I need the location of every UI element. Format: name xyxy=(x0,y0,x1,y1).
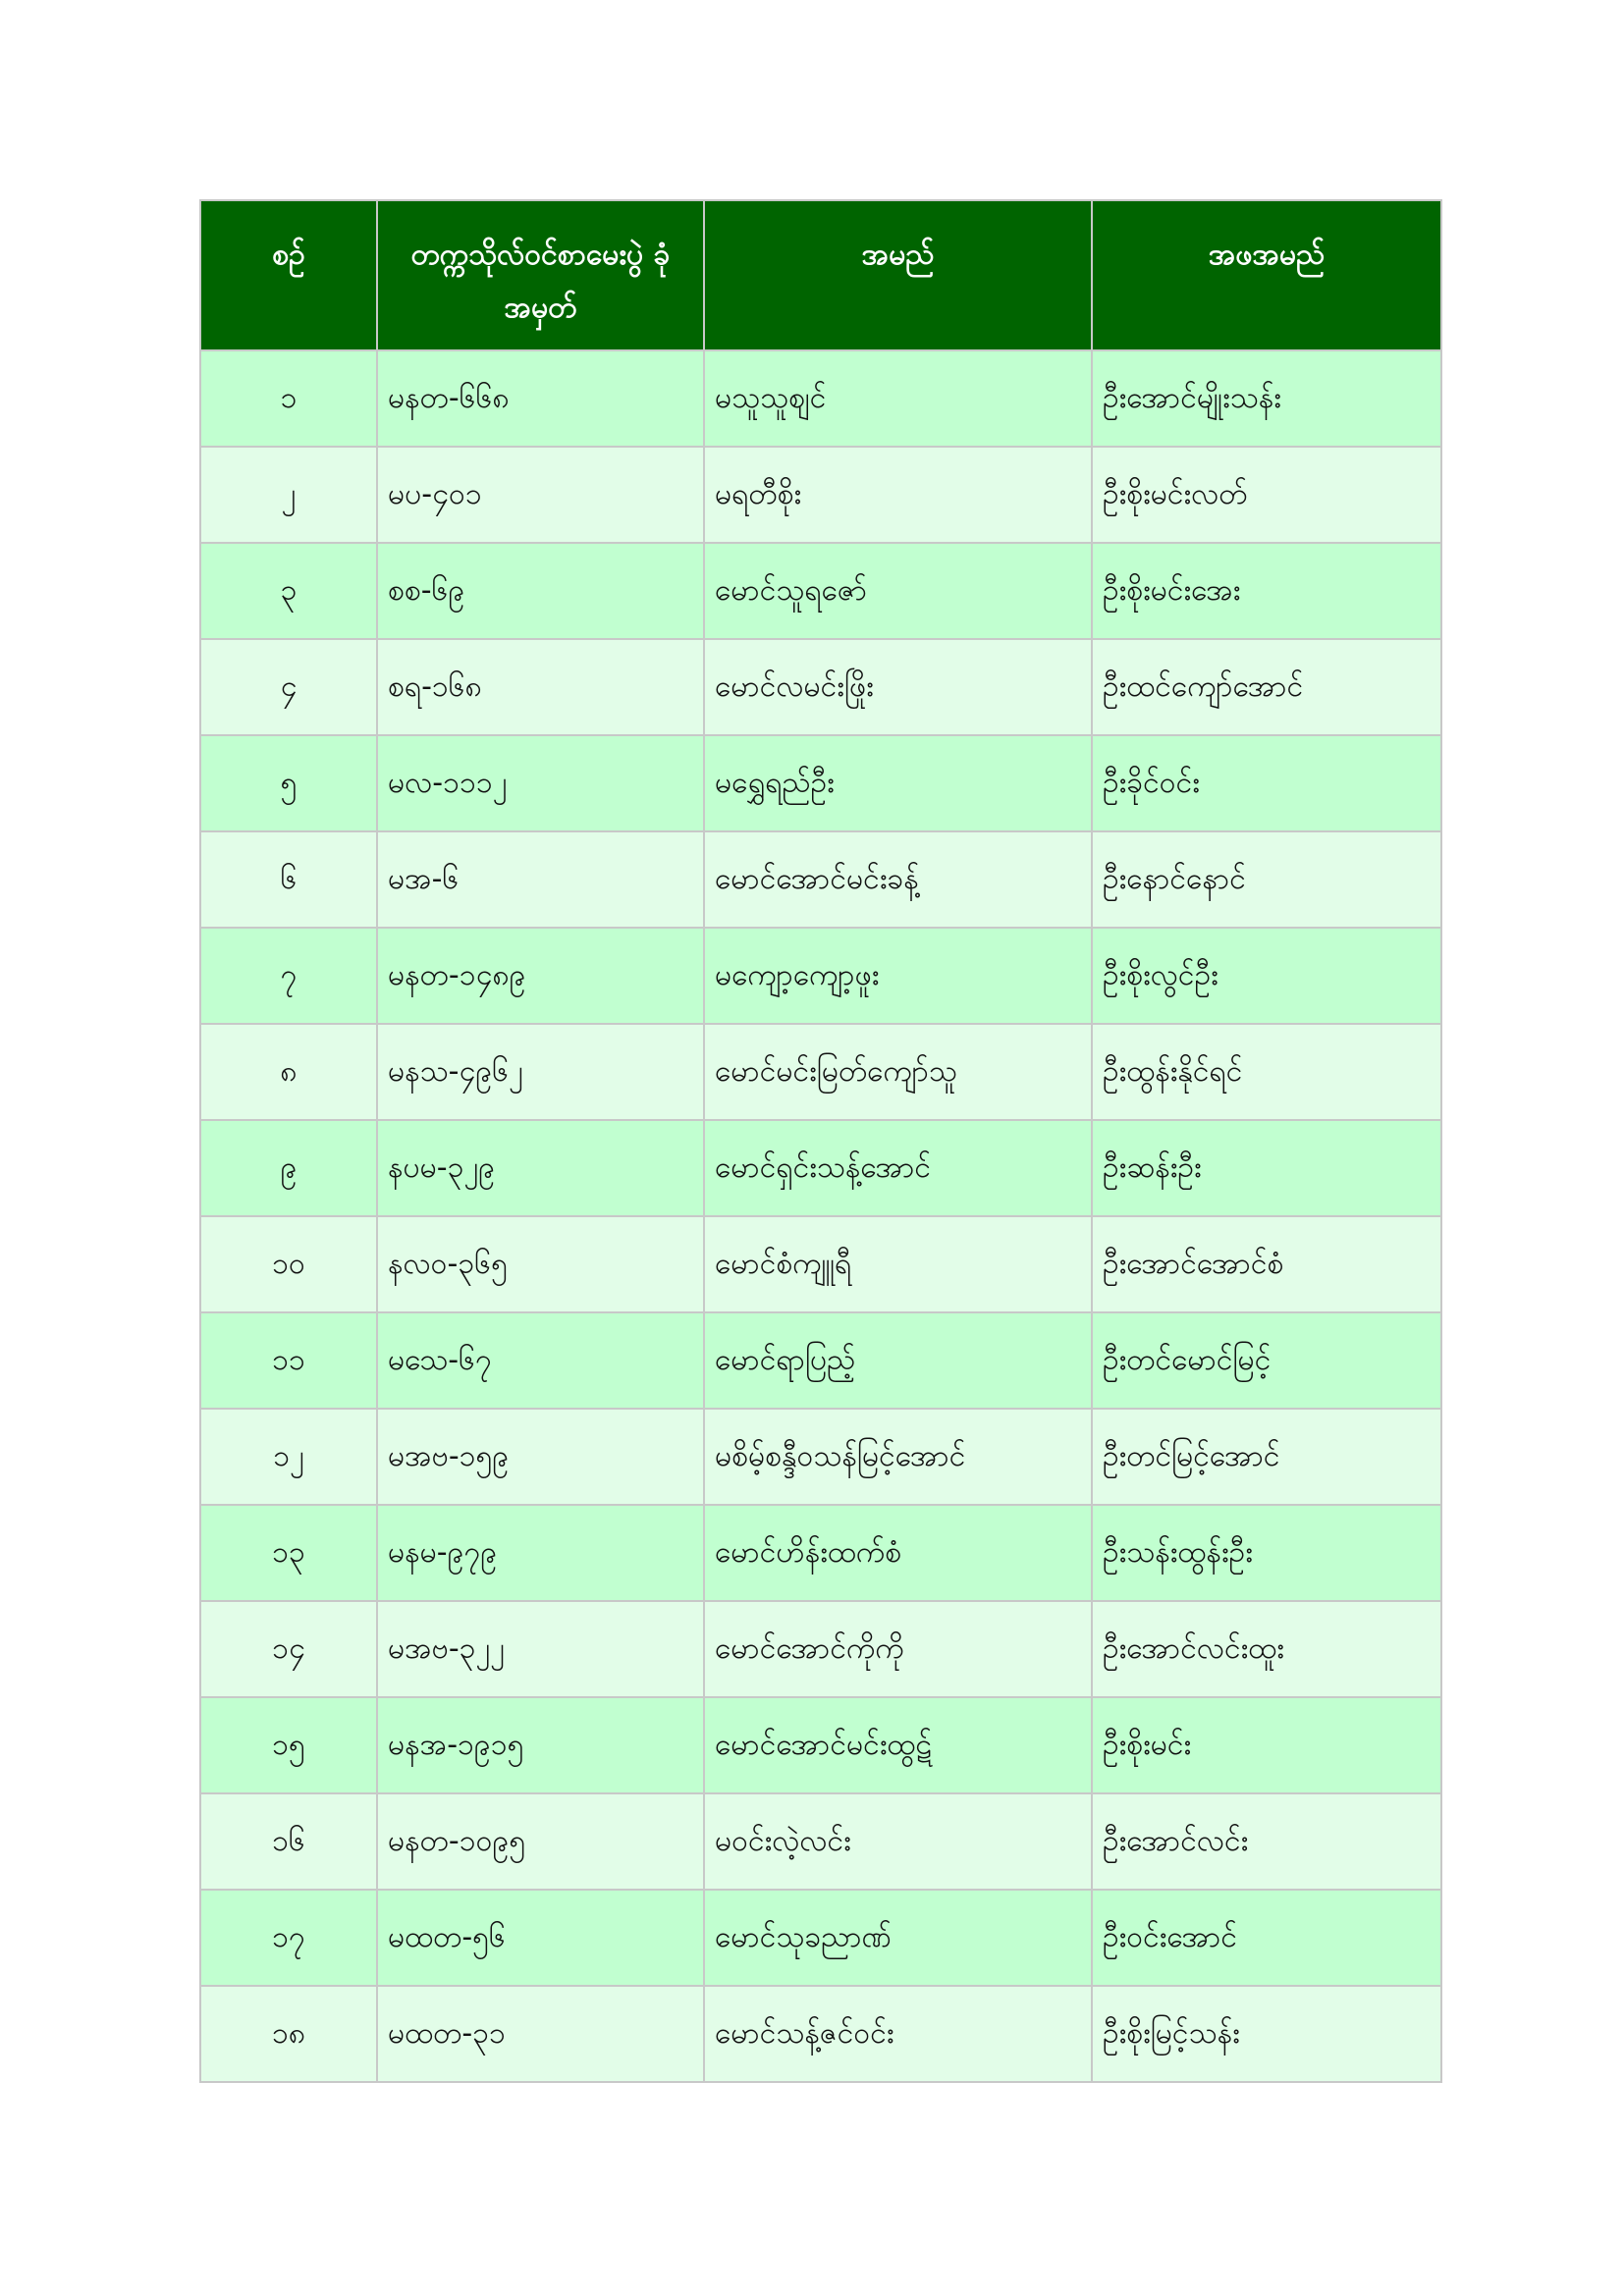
cell-exam-roll-no: စရ-၁၆၈ xyxy=(377,639,704,735)
table-row xyxy=(200,1312,1441,1409)
table-row xyxy=(200,1601,1441,1697)
cell-name: မောင်အောင်မင်းခန့် xyxy=(704,831,1092,928)
header-name: အမည် xyxy=(704,200,1092,350)
table-row xyxy=(200,1986,1441,2082)
cell-exam-roll-no: မပ-၄၀၁ xyxy=(377,447,704,543)
cell-name: မောင်သူရဇော် xyxy=(704,543,1092,639)
cell-name: မောင်လမင်းဖြိုး xyxy=(704,639,1092,735)
cell-father-name: ဦးထွန်းနိုင်ရင် xyxy=(1092,1024,1441,1120)
table-row xyxy=(200,1697,1441,1793)
table-row xyxy=(200,1505,1441,1601)
cell-father-name: ဦးအောင်အောင်စံ xyxy=(1092,1216,1441,1312)
table-row xyxy=(200,1120,1441,1216)
cell-exam-roll-no: စစ-၆၉ xyxy=(377,543,704,639)
cell-serial-no: ၁၆ xyxy=(200,1793,377,1890)
cell-name: မောင်ရာပြည့် xyxy=(704,1312,1092,1409)
cell-name: မောင်ဟိန်းထက်စံ xyxy=(704,1505,1092,1601)
cell-father-name: ဦးဝင်းအောင် xyxy=(1092,1890,1441,1986)
cell-exam-roll-no: မနတ-၆၆၈ xyxy=(377,350,704,447)
cell-serial-no: ၃ xyxy=(200,543,377,639)
cell-name: မဝင်းလဲ့လင်း xyxy=(704,1793,1092,1890)
table-row xyxy=(200,1793,1441,1890)
cell-serial-no: ၁၄ xyxy=(200,1601,377,1697)
table-row xyxy=(200,831,1441,928)
cell-father-name: ဦးနောင်နောင် xyxy=(1092,831,1441,928)
cell-father-name: ဦးစိုးမြင့်သန်း xyxy=(1092,1986,1441,2082)
cell-name: မောင်သုခညာဏ် xyxy=(704,1890,1092,1986)
cell-serial-no: ၁ xyxy=(200,350,377,447)
cell-father-name: ဦးစိုးမင်းလတ် xyxy=(1092,447,1441,543)
cell-father-name: ဦးစိုးလွင်ဦး xyxy=(1092,928,1441,1024)
results-table-container xyxy=(199,199,1440,2083)
cell-name: မောင်မင်းမြတ်ကျော်သူ xyxy=(704,1024,1092,1120)
cell-serial-no: ၁၈ xyxy=(200,1986,377,2082)
cell-name: မရတီစိုး xyxy=(704,447,1092,543)
cell-serial-no: ၁၃ xyxy=(200,1505,377,1601)
table-row xyxy=(200,447,1441,543)
table-row xyxy=(200,1890,1441,1986)
cell-name: မောင်စံကျူရီ xyxy=(704,1216,1092,1312)
cell-exam-roll-no: မနတ-၁၀၉၅ xyxy=(377,1793,704,1890)
cell-exam-roll-no: မထတ-၃၁ xyxy=(377,1986,704,2082)
cell-serial-no: ၉ xyxy=(200,1120,377,1216)
cell-father-name: ဦးသန်းထွန်းဦး xyxy=(1092,1505,1441,1601)
cell-serial-no: ၄ xyxy=(200,639,377,735)
cell-serial-no: ၁၁ xyxy=(200,1312,377,1409)
cell-serial-no: ၇ xyxy=(200,928,377,1024)
cell-serial-no: ၆ xyxy=(200,831,377,928)
cell-exam-roll-no: မအ-၆ xyxy=(377,831,704,928)
cell-name: မစိမ့်စန္ဒီဝသန်မြင့်အောင် xyxy=(704,1409,1092,1505)
cell-serial-no: ၁၇ xyxy=(200,1890,377,1986)
cell-name: မောင်အောင်ကိုကို xyxy=(704,1601,1092,1697)
cell-father-name: ဦးအောင်မျိုးသန်း xyxy=(1092,350,1441,447)
cell-exam-roll-no: နလဝ-၃၆၅ xyxy=(377,1216,704,1312)
header-exam-roll-no: တက္ကသိုလ်ဝင်စာမေးပွဲ ခုံအမှတ် xyxy=(377,200,704,350)
cell-name: မကျော့ကျော့ဖူး xyxy=(704,928,1092,1024)
cell-father-name: ဦးဆန်းဦး xyxy=(1092,1120,1441,1216)
cell-serial-no: ၁၅ xyxy=(200,1697,377,1793)
cell-exam-roll-no: မနအ-၁၉၁၅ xyxy=(377,1697,704,1793)
cell-name: မသူသူစျင် xyxy=(704,350,1092,447)
header-father-name: အဖအမည် xyxy=(1092,200,1441,350)
results-table xyxy=(199,199,1442,2083)
cell-name: မောင်ရှင်းသန့်အောင် xyxy=(704,1120,1092,1216)
cell-father-name: ဦးအောင်လင်း xyxy=(1092,1793,1441,1890)
cell-exam-roll-no: မအဗ-၃၂၂ xyxy=(377,1601,704,1697)
table-row xyxy=(200,928,1441,1024)
table-header-row xyxy=(200,200,1441,350)
cell-father-name: ဦးစိုးမင်း xyxy=(1092,1697,1441,1793)
cell-serial-no: ၁၂ xyxy=(200,1409,377,1505)
cell-exam-roll-no: မနသ-၄၉၆၂ xyxy=(377,1024,704,1120)
cell-exam-roll-no: မထတ-၅၆ xyxy=(377,1890,704,1986)
cell-serial-no: ၅ xyxy=(200,735,377,831)
cell-father-name: ဦးခိုင်ဝင်း xyxy=(1092,735,1441,831)
cell-name: မောင်သန့်ဇင်ဝင်း xyxy=(704,1986,1092,2082)
table-body xyxy=(200,350,1441,2082)
cell-name: မရွှေရည်ဦး xyxy=(704,735,1092,831)
cell-exam-roll-no: မအဗ-၁၅၉ xyxy=(377,1409,704,1505)
header-serial-no: စဉ် xyxy=(200,200,377,350)
cell-serial-no: ၂ xyxy=(200,447,377,543)
cell-father-name: ဦးစိုးမင်းအေး xyxy=(1092,543,1441,639)
table-row xyxy=(200,639,1441,735)
cell-father-name: ဦးတင်မြင့်အောင် xyxy=(1092,1409,1441,1505)
table-row xyxy=(200,1216,1441,1312)
table-row xyxy=(200,1024,1441,1120)
table-row xyxy=(200,735,1441,831)
cell-exam-roll-no: မနတ-၁၄၈၉ xyxy=(377,928,704,1024)
cell-father-name: ဦးတင်မောင်မြင့် xyxy=(1092,1312,1441,1409)
table-row xyxy=(200,543,1441,639)
cell-name: မောင်အောင်မင်းထွဋ် xyxy=(704,1697,1092,1793)
cell-father-name: ဦးထင်ကျော်အောင် xyxy=(1092,639,1441,735)
cell-exam-roll-no: နပမ-၃၂၉ xyxy=(377,1120,704,1216)
cell-serial-no: ၈ xyxy=(200,1024,377,1120)
cell-serial-no: ၁၀ xyxy=(200,1216,377,1312)
cell-exam-roll-no: မသေ-၆၇ xyxy=(377,1312,704,1409)
table-row xyxy=(200,1409,1441,1505)
cell-exam-roll-no: မလ-၁၁၁၂ xyxy=(377,735,704,831)
cell-father-name: ဦးအောင်လင်းထူး xyxy=(1092,1601,1441,1697)
table-row xyxy=(200,350,1441,447)
cell-exam-roll-no: မနမ-၉၇၉ xyxy=(377,1505,704,1601)
